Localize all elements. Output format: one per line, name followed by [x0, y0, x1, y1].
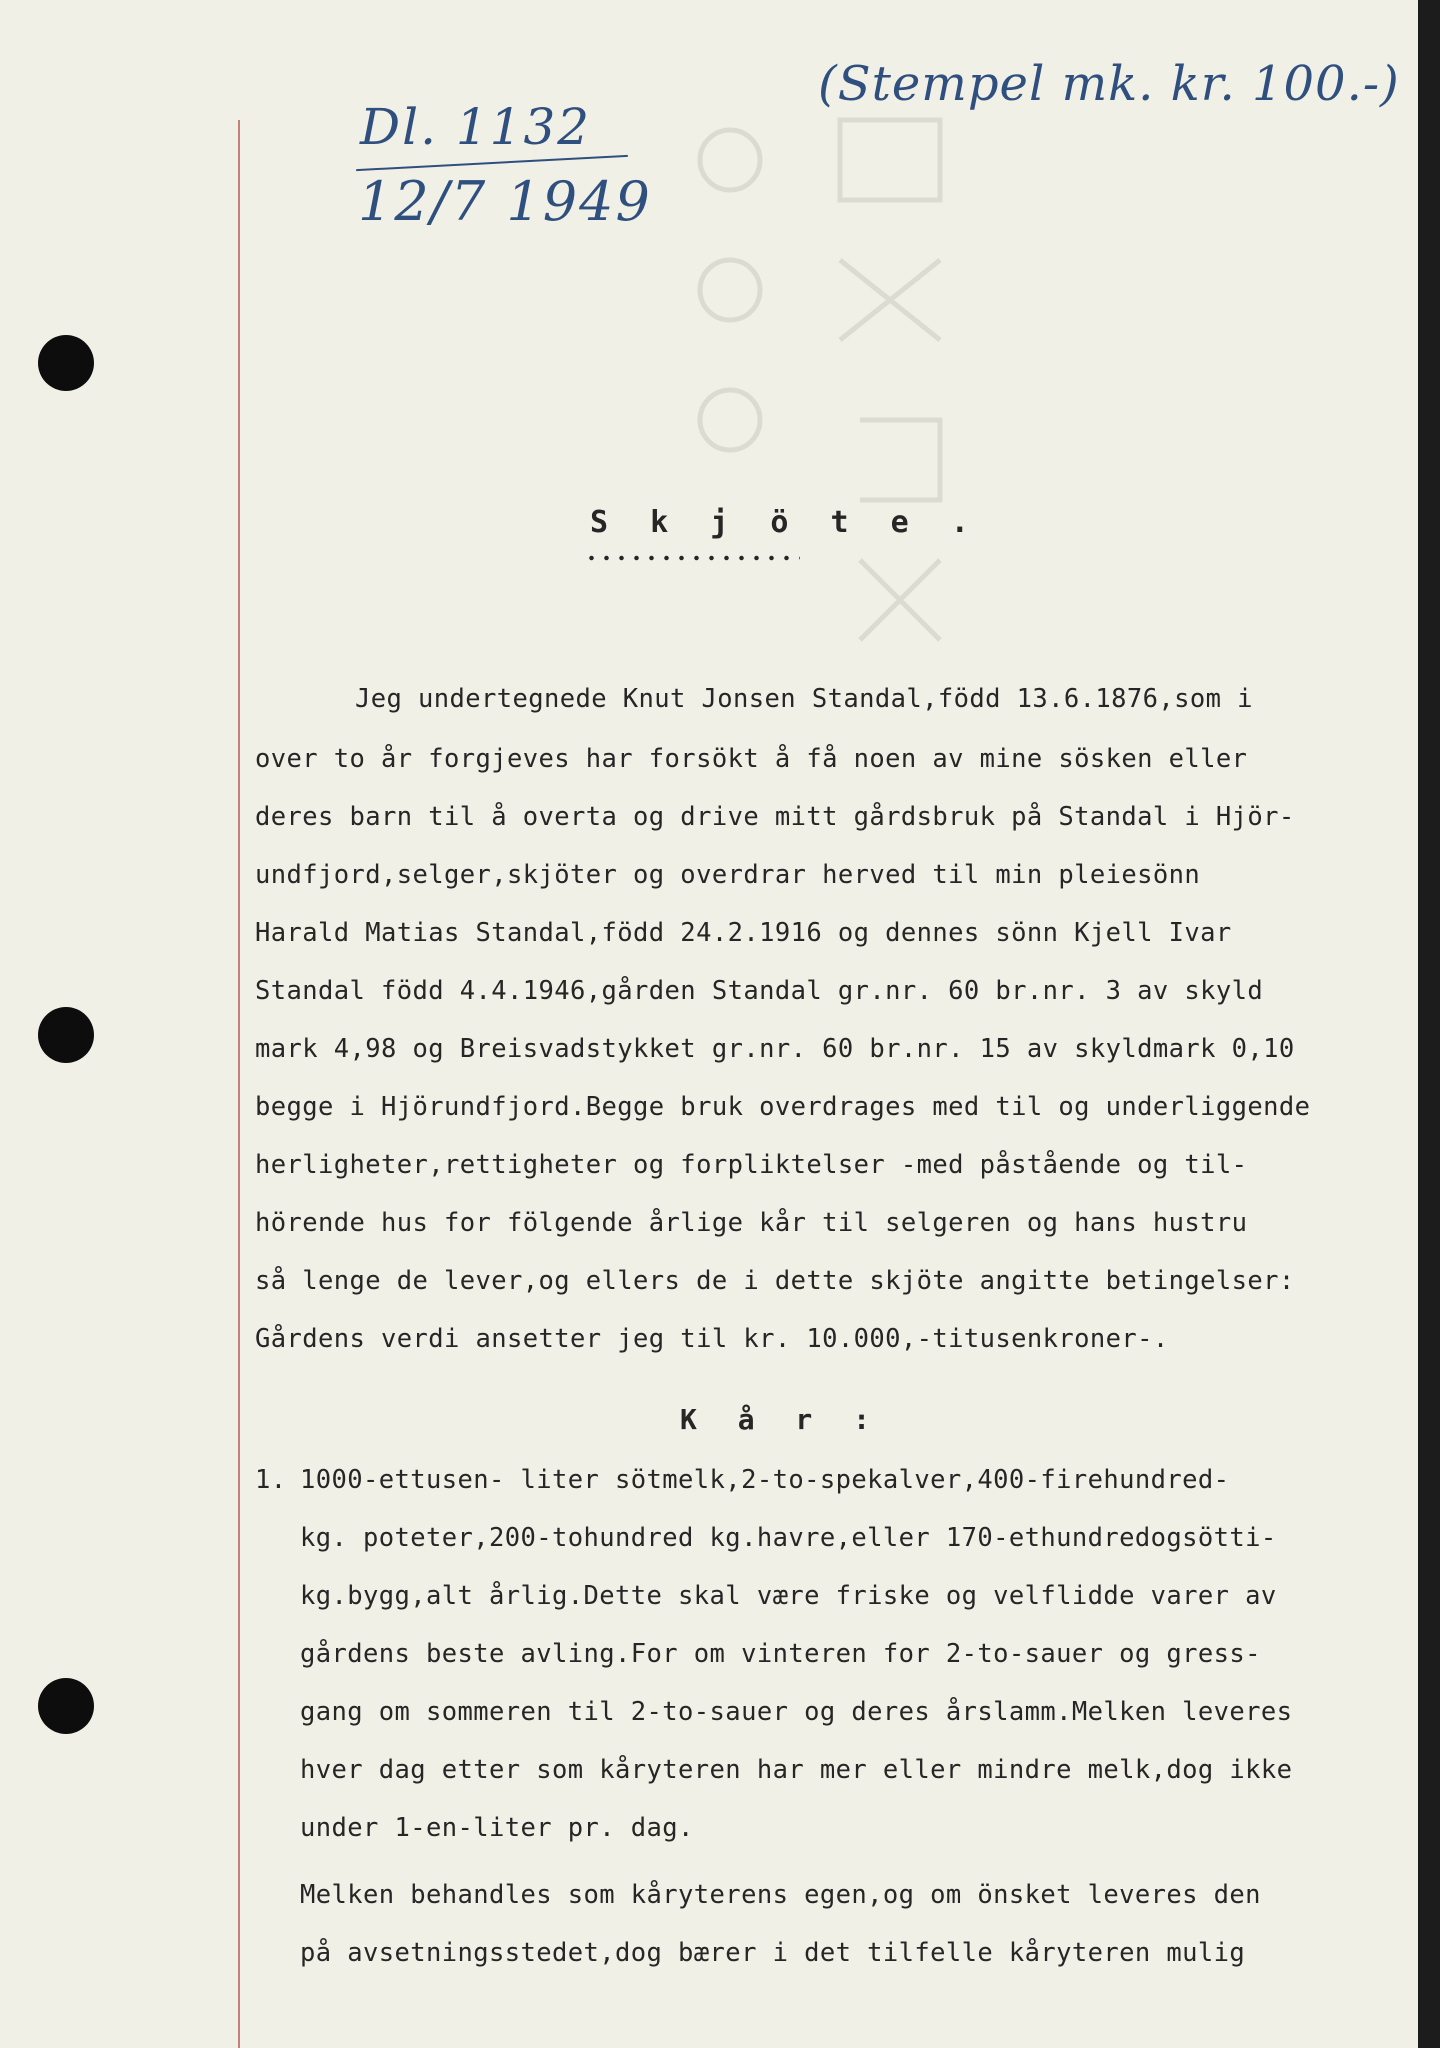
paragraph-line: mark 4,98 og Breisvadstykket gr.nr. 60 br.nr. 15 av skyldmark 0,10	[255, 1034, 1295, 1064]
body-line: Melken behandles som kåryterens egen,og om önsket leveres den	[300, 1880, 1261, 1910]
paragraph-line: Gårdens verdi ansetter jeg til kr. 10.000,-titusenkroner-.	[255, 1324, 1169, 1354]
paragraph-line: herligheter,rettigheter og forpliktelser -med påstående og til-	[255, 1150, 1248, 1180]
document-title: S k j ö t e .	[590, 505, 981, 540]
embossed-watermark	[640, 40, 1060, 680]
paragraph-line: hörende hus for fölgende årlige kår til selgeren og hans hustru	[255, 1208, 1248, 1238]
handwritten-stamp-note: (Stempel mk. kr. 100.-)	[818, 56, 1400, 112]
list-item-number: 1.	[255, 1465, 287, 1495]
paragraph-line: over to år forgjeves har forsökt å få noen av mine sösken eller	[255, 744, 1248, 774]
title-underline-dots	[584, 555, 800, 561]
punch-hole-middle	[38, 1007, 94, 1063]
list-item-line: 1000-ettusen- liter sötmelk,2-to-spekalver,400-firehundred-	[300, 1465, 1230, 1495]
section-heading: K å r :	[680, 1403, 883, 1436]
reference-underline	[356, 155, 628, 171]
list-item-line: under 1-en-liter pr. dag.	[300, 1813, 694, 1843]
body-line: på avsetningsstedet,dog bærer i det tilfelle kåryteren mulig	[300, 1938, 1246, 1968]
punch-hole-bottom	[38, 1678, 94, 1734]
paragraph-line: Jeg undertegnede Knut Jonsen Standal,född 13.6.1876,som i	[355, 684, 1253, 714]
list-item-line: gang om sommeren til 2-to-sauer og deres årslamm.Melken leveres	[300, 1697, 1293, 1727]
handwritten-date: 12/7 1949	[358, 170, 652, 233]
list-item-line: hver dag etter som kåryteren har mer eller mindre melk,dog ikke	[300, 1755, 1293, 1785]
paragraph-line: Standal född 4.4.1946,gården Standal gr.nr. 60 br.nr. 3 av skyld	[255, 976, 1264, 1006]
punch-hole-top	[38, 335, 94, 391]
list-item-line: kg. poteter,200-tohundred kg.havre,eller 170-ethundredogsötti-	[300, 1523, 1277, 1553]
paragraph-line: begge i Hjörundfjord.Begge bruk overdrages med til og underliggende	[255, 1092, 1311, 1122]
paragraph-line: deres barn til å overta og drive mitt gårdsbruk på Standal i Hjör-	[255, 802, 1295, 832]
list-item-line: gårdens beste avling.For om vinteren for 2-to-sauer og gress-	[300, 1639, 1261, 1669]
paragraph-line: undfjord,selger,skjöter og overdrar herved til min pleiesönn	[255, 860, 1201, 890]
paragraph-line: Harald Matias Standal,född 24.2.1916 og dennes sönn Kjell Ivar	[255, 918, 1232, 948]
scan-border	[1418, 0, 1440, 2048]
handwritten-reference-number: Dl. 1132	[360, 98, 592, 156]
list-item-line: kg.bygg,alt årlig.Dette skal være friske og velflidde varer av	[300, 1581, 1277, 1611]
margin-rule	[238, 120, 240, 2048]
paragraph-line: så lenge de lever,og ellers de i dette skjöte angitte betingelser:	[255, 1266, 1295, 1296]
